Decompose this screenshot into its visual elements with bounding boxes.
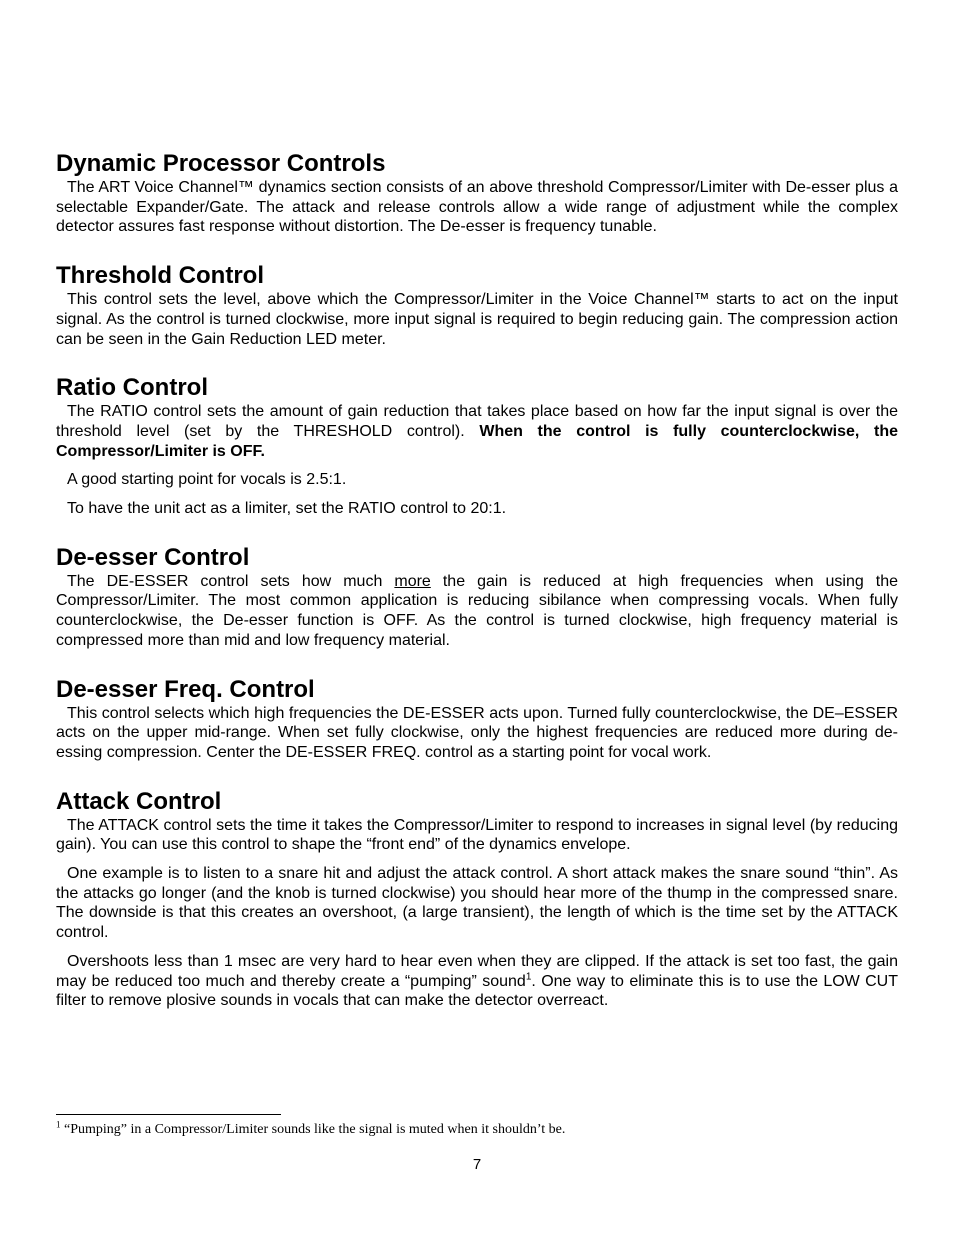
paragraph — [56, 402, 898, 461]
footnote-text: “Pumping” in a Compressor/Limiter sounds like the signal is muted when it shouldn’t be. — [60, 1122, 566, 1137]
section-heading: Dynamic Processor Controls — [56, 150, 386, 177]
section-heading: De-esser Control — [56, 543, 250, 571]
footnote-reference[interactable]: 1 — [525, 971, 532, 983]
paragraph: To have the unit act as a limiter, set the RATIO control to 20:1. — [67, 500, 507, 518]
paragraph: The ATTACK control sets the time it takes the Compressor/Limiter to respond to increases in signal level (by reducing gain). You can use this control to shape the “front end” of the dynamics envelope. — [56, 816, 898, 854]
paragraph — [56, 572, 898, 651]
paragraph-bold-text: When the control is fully counterclockwise, the Compressor/Limiter is OFF. — [56, 422, 899, 460]
paragraph: This control selects which high frequencies the DE-ESSER acts upon. Turned fully counterclockwise, the DE–ESSER acts on the upper mid-range. When set fully clockwise, only the highest frequencies are reduced more during de-essing compression. Center the DE-ESSER FREQ. control as a starting point for vocal work. — [56, 704, 898, 761]
paragraph-text: the gain is reduced at high frequencies when using the Compressor/Limiter. The most common application is reducing sibilance when compressing vocals. When fully counterclockwise, the De-esser function is OFF. As the control is turned clockwise, high frequency material is compressed more than mid and low frequency material. — [56, 572, 899, 649]
paragraph: One example is to listen to a snare hit and adjust the attack control. A short attack makes the snare sound “thin”. As the attacks go longer (and the knob is turned clockwise) you should hear more of the thump in the compressed snare. The downside is that this creates an overshoot, (a large transient), the length of which is the time set by the ATTACK control. — [56, 865, 898, 942]
underlined-text: more — [394, 572, 431, 590]
paragraph — [56, 952, 898, 1011]
paragraph: A good starting point for vocals is 2.5:1. — [67, 471, 347, 489]
footnote-divider — [56, 1114, 281, 1115]
section-dynamic-processor — [56, 150, 898, 237]
section-heading: Attack Control — [56, 787, 222, 815]
section-heading: De-esser Freq. Control — [56, 675, 315, 703]
paragraph: The ART Voice Channel™ dynamics section consists of an above threshold Compressor/Limiter with De-esser plus a selectable Expander/Gate. The attack and release controls allow a wide range of adjustment while the complex detector assures fast response without distortion. The De-esser is frequency tunable. — [56, 179, 898, 236]
paragraph-text: . One way to eliminate this is to use the LOW CUT filter to remove plosive sounds in vocals that can make the detector overreact. — [56, 972, 899, 1010]
footnote-marker: 1 — [56, 1119, 61, 1130]
section-heading: Threshold Control — [56, 262, 264, 290]
paragraph: This control sets the level, above which the Compressor/Limiter in the Voice Channel™ starts to act on the input signal. As the control is turned clockwise, more input signal is required to begin reducing gain. The compression action can be seen in the Gain Reduction LED meter. — [56, 291, 898, 348]
paragraph-text: The DE-ESSER control sets how much — [67, 572, 395, 590]
section-attack — [56, 788, 898, 1011]
page-content — [56, 150, 898, 1036]
page-number: 7 — [472, 1156, 482, 1173]
section-threshold — [56, 262, 898, 349]
section-ratio — [56, 374, 898, 519]
section-de-esser-freq — [56, 676, 898, 763]
paragraph-text: Overshoots less than 1 msec are very hard to hear even when they are clipped. If the attack is set too fast, the gain may be reduced too much and thereby create a “pumping” sound — [56, 952, 898, 990]
section-heading: Ratio Control — [56, 374, 208, 402]
section-de-esser — [56, 544, 898, 651]
paragraph-text: The RATIO control sets the amount of gain reduction that takes place based on how far the input signal is over the threshold level (set by the THRESHOLD control). — [56, 403, 898, 440]
footnote — [56, 1121, 898, 1139]
